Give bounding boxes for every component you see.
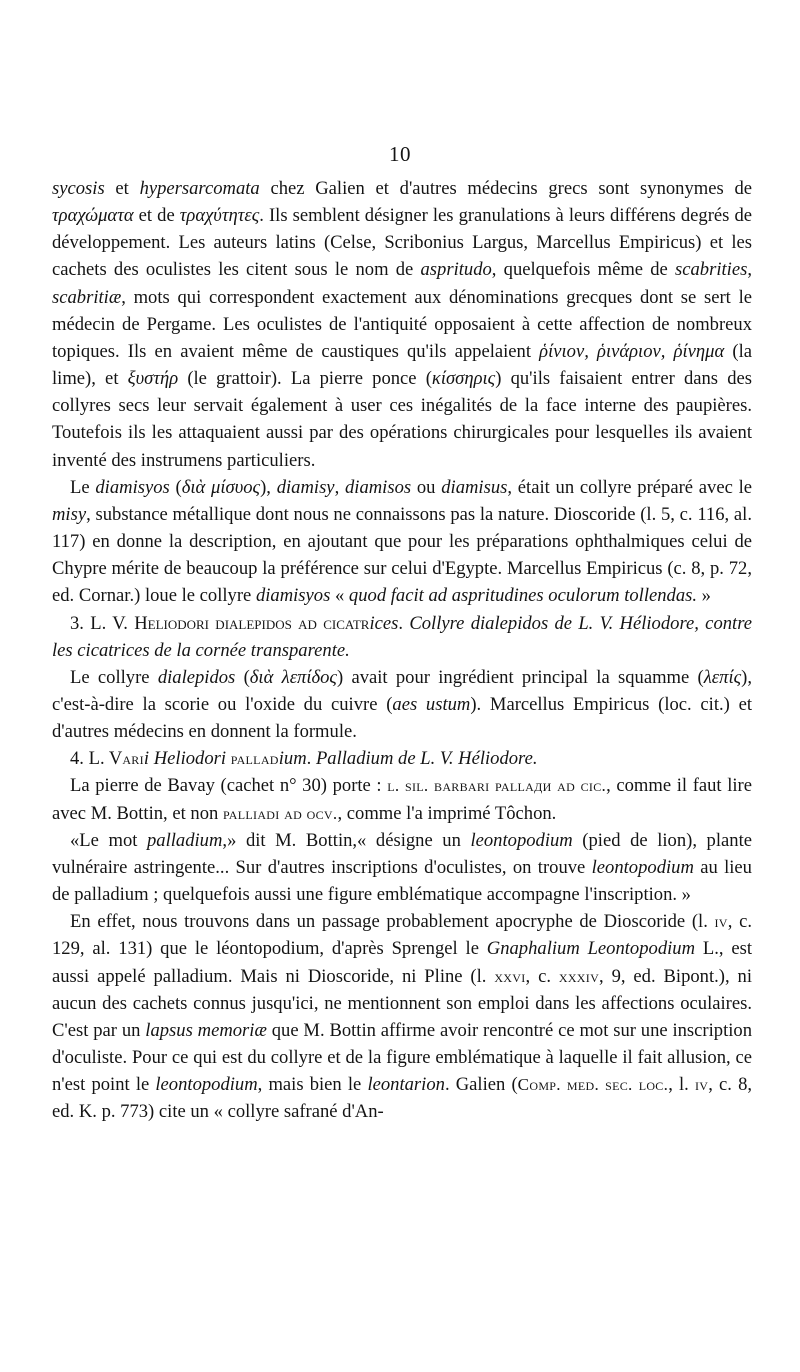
- greek-term: διὰ μίσυος: [181, 476, 261, 498]
- term-dialepidos: dialepidos: [157, 666, 236, 688]
- text-run: Le: [70, 476, 96, 498]
- heading-palladium: [52, 745, 752, 772]
- text-run: et de: [133, 205, 180, 227]
- text-run: ,: [747, 259, 752, 281]
- heading-translation: Palladium de L. V. Héliodore.: [315, 748, 538, 770]
- text-run: ,: [334, 476, 345, 498]
- greek-term: ῥίνιον, ῥινάριον, ῥίνημα: [539, 340, 725, 362]
- text-run: , l.: [668, 1074, 695, 1096]
- text-run: ium: [278, 748, 307, 770]
- text-run: ). Marcellus Empiricus (loc. cit.) et d'autres médecins en donnent la formule.: [52, 693, 753, 743]
- text-run: «Le mot: [70, 829, 147, 851]
- text-run: En effet, nous trouvons dans un passage probablement apocryphe de Dioscoride (l.: [70, 911, 715, 933]
- greek-term: τραχύτητες: [179, 205, 260, 227]
- greek-term: διὰ λεπίδος: [249, 666, 337, 688]
- paragraph-dialepidos: [52, 664, 752, 745]
- text-run: , mots qui correspondent exactement aux dénominations grecques dont se sert le médecin de Pergame. Les oculistes de l'antiquité opposaient à cette affection de nombreux topiques. Ils en avaient même de caustiques qu'ils appelaient: [52, 286, 752, 362]
- text-run: i: [143, 748, 150, 770]
- text-run: La pierre de Bavay (cachet n° 30) porte :: [70, 775, 388, 797]
- term-diamisus: diamisus: [441, 476, 508, 498]
- paragraph-sycosis: [52, 175, 752, 474]
- text-run: , était un collyre préparé avec le: [507, 476, 753, 498]
- text-run: . Galien (: [444, 1074, 518, 1096]
- latin-quote: quod facit ad aspritudines oculorum tollendas.: [348, 585, 698, 607]
- term-leontopodium: leontopodium: [470, 829, 573, 851]
- text-run: , comme il faut lire avec M. Bottin, et non: [52, 775, 753, 824]
- greek-term: ξυστήρ: [127, 368, 179, 390]
- paragraph-bavay: [52, 772, 752, 826]
- term-sycosis: sycosis: [52, 178, 105, 199]
- text-run: . Ils semblent désigner les granulations à leurs différens degrés de développement. Les auteurs latins (Celse, Scribonius Largus, Marcellus Empiricus) et les cachets des oculistes les citent sous le nom de: [52, 205, 752, 281]
- text-run: ) avait pour ingrédient principal la squamme (: [336, 666, 704, 688]
- text-run: , 9, ed. Bipont.), ni aucun des cachets connus jusqu'ici, ne mentionnent son emploi dans les affections oculaires. C'est par un: [52, 965, 752, 1041]
- text-run: Heliodori: [153, 748, 227, 770]
- term-scabrities: scabrities: [675, 259, 748, 281]
- term-leontopodium: leontopodium: [591, 856, 694, 878]
- text-run: »: [697, 585, 711, 607]
- text-run: (la lime), et: [52, 340, 752, 390]
- text-run: iv: [714, 912, 728, 932]
- term-diamisy: diamisy: [276, 476, 335, 498]
- term-lapsus-memoriae: lapsus memoriæ: [145, 1019, 267, 1041]
- term-diamisyos: diamisyos: [255, 585, 331, 607]
- term-diamisyos: diamisyos: [95, 476, 170, 498]
- text-run: (: [169, 476, 182, 498]
- term-diamisos: diamisos: [344, 476, 412, 498]
- text-run: , substance métallique dont nous ne connaissons pas la nature. Dioscoride (l. 5, c. 116, al. 117) en donne la description, en ajoutant que pour les préparations ophthalmiques celui de Chypre mérite de beaucoup la préférence sur celui d'Egypte. Marcellus Empiricus (c. 8, p. 72, ed. Cornar.) loue le collyre: [52, 503, 752, 607]
- page-number: 10: [389, 142, 411, 166]
- text-run: Comp. med. sec. loc.: [517, 1075, 669, 1095]
- text-run: «: [330, 585, 349, 607]
- text-run: ou: [411, 476, 442, 498]
- inscription-text: l. sil. barbari pallади ad cic.: [387, 776, 607, 796]
- paragraph-dioscoride: [52, 908, 752, 1125]
- term-hypersarcomata: hypersarcomata: [139, 178, 260, 199]
- text-run: , c. 8, ed. K. p. 773) cite un « collyre safrané d'An-: [52, 1074, 753, 1123]
- text-run: ), c'est-à-dire la scorie ou l'oxide du cuivre (: [52, 666, 752, 715]
- text-run: .: [306, 748, 316, 770]
- text-run: (pied de lion), plante vulnéraire astringente... Sur d'autres inscriptions d'oculistes, on trouve: [52, 829, 752, 878]
- text-run: ari: [122, 749, 144, 769]
- term-leontarion: leontarion: [367, 1074, 445, 1096]
- paragraph-diamisyos: [52, 474, 752, 610]
- term-aspritudo: aspritudo: [420, 259, 492, 281]
- text-run: (: [235, 666, 250, 688]
- inscription-completion: ices: [369, 612, 399, 634]
- greek-term: τραχώματα: [52, 205, 134, 227]
- term-gnaphalium: Gnaphalium Leontopodium: [486, 938, 696, 960]
- term-misy: misy: [52, 503, 87, 525]
- term-palladium: palladium: [147, 829, 223, 851]
- text-run: , c. 129, al. 131) que le léontopodium, d'après Sprengel le: [52, 911, 752, 960]
- term-aes-ustum: aes ustum: [392, 693, 471, 715]
- text-run: L., est aussi appelé palladium. Mais ni Dioscoride, ni Pline (l.: [52, 938, 752, 987]
- heading-collyre-dialepidos: [52, 610, 752, 664]
- text-run: xxxiv: [558, 966, 600, 986]
- text-run: iv: [694, 1075, 709, 1095]
- text-run: chez Galien et d'autres médecins grecs sont synonymes de: [259, 178, 752, 199]
- text-run: pallad: [230, 749, 279, 769]
- text-run: ),: [260, 476, 277, 498]
- text-run: , c.: [525, 965, 559, 987]
- paragraph-bottin-quote: [52, 827, 752, 908]
- text-run: , comme l'a imprimé Tôchon.: [337, 802, 557, 824]
- text-run: (le grattoir). La pierre ponce (: [178, 368, 432, 390]
- greek-term: κίσσηρις: [431, 368, 496, 390]
- text-run: 3. L. V.: [70, 612, 135, 634]
- text-run: .: [398, 612, 410, 634]
- text-run: ) qu'ils faisaient entrer dans des collyres secs leur servait également à user ces inégalités de la face interne des paupières. Toutefois ils les attaquaient aussi par des opérations chirurgicales pour lesquelles ils avaient inventé des instrumens particuliers.: [52, 368, 752, 471]
- term-scabritiae: scabritiæ: [52, 286, 122, 308]
- text-run: ,» dit M. Bottin,« désigne un: [222, 829, 471, 851]
- text-run: et: [104, 178, 140, 199]
- text-run: xxvi: [494, 966, 526, 986]
- text-run: 4. L. V: [70, 748, 123, 770]
- text-run: , mais bien le: [257, 1074, 368, 1096]
- inscription-text: palliadi ad ocv.: [222, 803, 338, 823]
- text-run: au lieu de palladium ; quelquefois aussi une figure emblématique accompagne l'inscription. »: [52, 856, 752, 906]
- text-run: Le collyre: [70, 666, 158, 688]
- text-run: que M. Bottin affirme avoir rencontré ce mot sur une inscription d'oculiste. Pour ce qui est du collyre et de la figure emblématique à laquelle il fait allusion, ce n'est point le: [52, 1019, 753, 1096]
- term-leontopodium: leontopodium: [155, 1074, 258, 1096]
- text-run: , quelquefois même de: [491, 259, 676, 281]
- inscription-text: Heliodori dialepidos ad cicatr: [134, 612, 370, 634]
- heading-translation: Collyre dialepidos de L. V. Héliodore, contre les cicatrices de la cornée transparente.: [52, 612, 752, 661]
- greek-term: λεπίς: [703, 666, 742, 688]
- body-text: [52, 175, 752, 1125]
